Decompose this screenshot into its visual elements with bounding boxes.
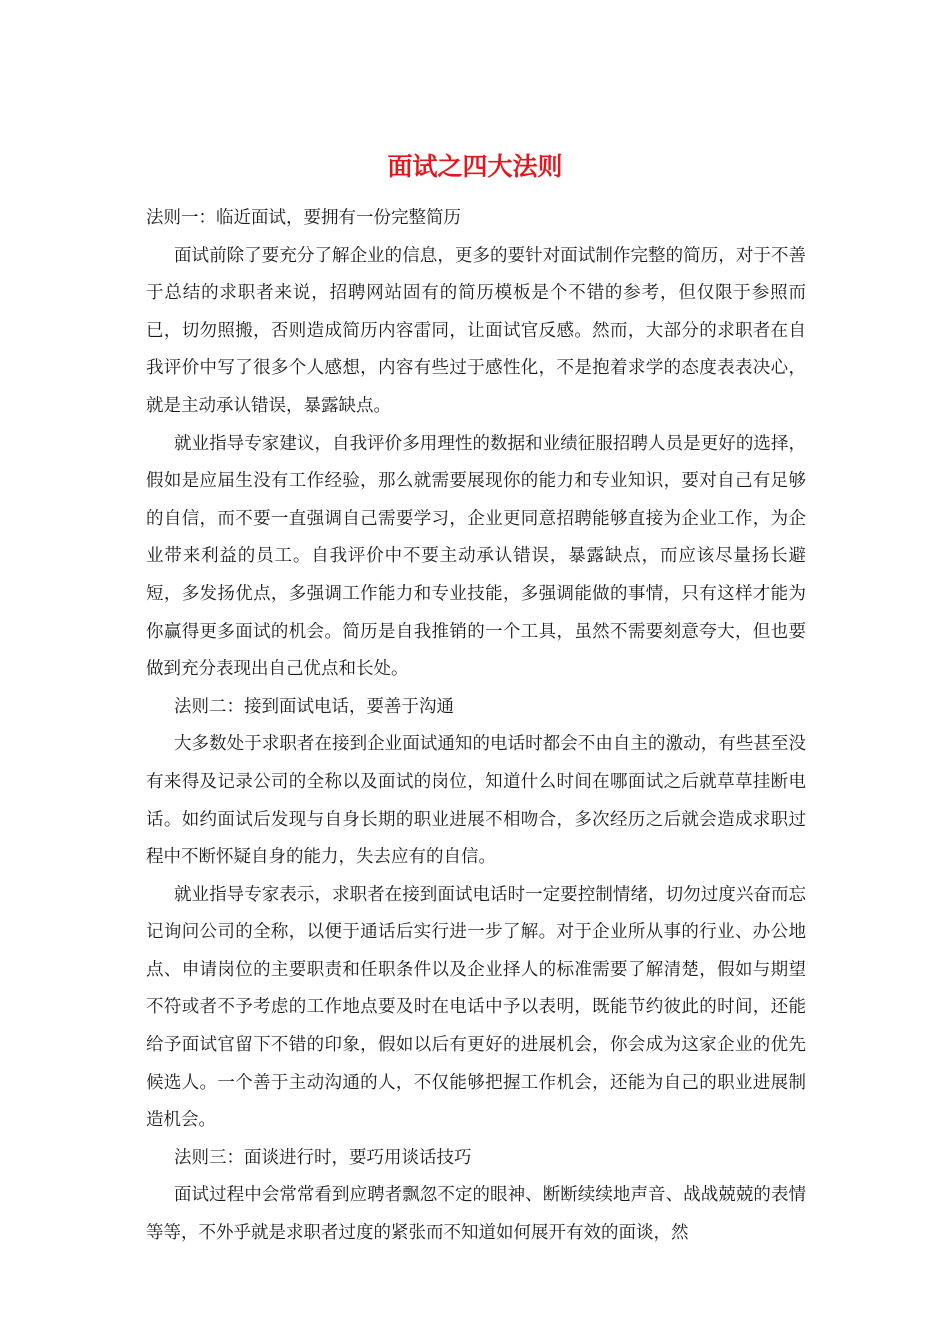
section-heading-rule-1: 法则一：临近面试，要拥有一份完整简历	[146, 208, 461, 228]
paragraph: 就业指导专家表示，求职者在接到面试电话时一定要控制情绪，切勿过度兴奋而忘记询问公司的全称，以便于通话后实行进一步了解。对于企业所从事的行业、办公地点、申请岗位的主要职责和任职条件以及企业择人的标准需要了解清楚，假如与期望不符或者不予考虑的工作地点要及时在电话中予以表明，既能节约彼此的时间，还能给予面试官留下不错的印象，假如以后有更好的进展机会，你会成为这家企业的优先候选人。一个善于主动沟通的人，不仅能够把握工作机会，还能为自己的职业进展制造机会。	[146, 884, 806, 1131]
paragraph: 面试过程中会常常看到应聘者飘忽不定的眼神、断断续续地声音、战战兢兢的表情等等，不外乎就是求职者过度的紧张而不知道如何展开有效的面谈，然	[146, 1185, 806, 1244]
document-body	[146, 200, 806, 1253]
paragraph: 大多数处于求职者在接到企业面试通知的电话时都会不由自主的激动，有些甚至没有来得及记录公司的全称以及面试的岗位，知道什么时间在哪面试之后就草草挂断电话。如约面试后发现与自身长期的职业进展不相吻合，多次经历之后就会造成求职过程中不断怀疑自身的能力，失去应有的自信。	[146, 734, 806, 868]
section-heading-rule-3: 法则三：面谈进行时，要巧用谈话技巧	[174, 1147, 472, 1168]
document-title: 面试之四大法则	[387, 152, 563, 181]
paragraph: 面试前除了要充分了解企业的信息，更多的要针对面试制作完整的简历，对于不善于总结的求职者来说，招聘网站固有的简历模板是个不错的参考，但仅限于参照而已，切勿照搬，否则造成简历内容雷同，让面试官反感。然而，大部分的求职者在自我评价中写了很多个人感想，内容有些过于感性化，不是抱着求学的态度表表决心，就是主动承认错误，暴露缺点。	[146, 245, 806, 416]
section-heading-rule-2: 法则二：接到面试电话，要善于沟通	[174, 696, 454, 717]
paragraph: 就业指导专家建议，自我评价多用理性的数据和业绩征服招聘人员是更好的选择，假如是应届生没有工作经验，那么就需要展现你的能力和专业知识，要对自己有足够的自信，而不要一直强调自己需要学习，企业更同意招聘能够直接为企业工作，为企业带来利益的员工。自我评价中不要主动承认错误，暴露缺点，而应该尽量扬长避短，多发扬优点，多强调工作能力和专业技能，多强调能做的事情，只有这样才能为你赢得更多面试的机会。简历是自我推销的一个工具，虽然不需要刻意夸大，但也要做到充分表现出自己优点和长处。	[146, 433, 806, 680]
